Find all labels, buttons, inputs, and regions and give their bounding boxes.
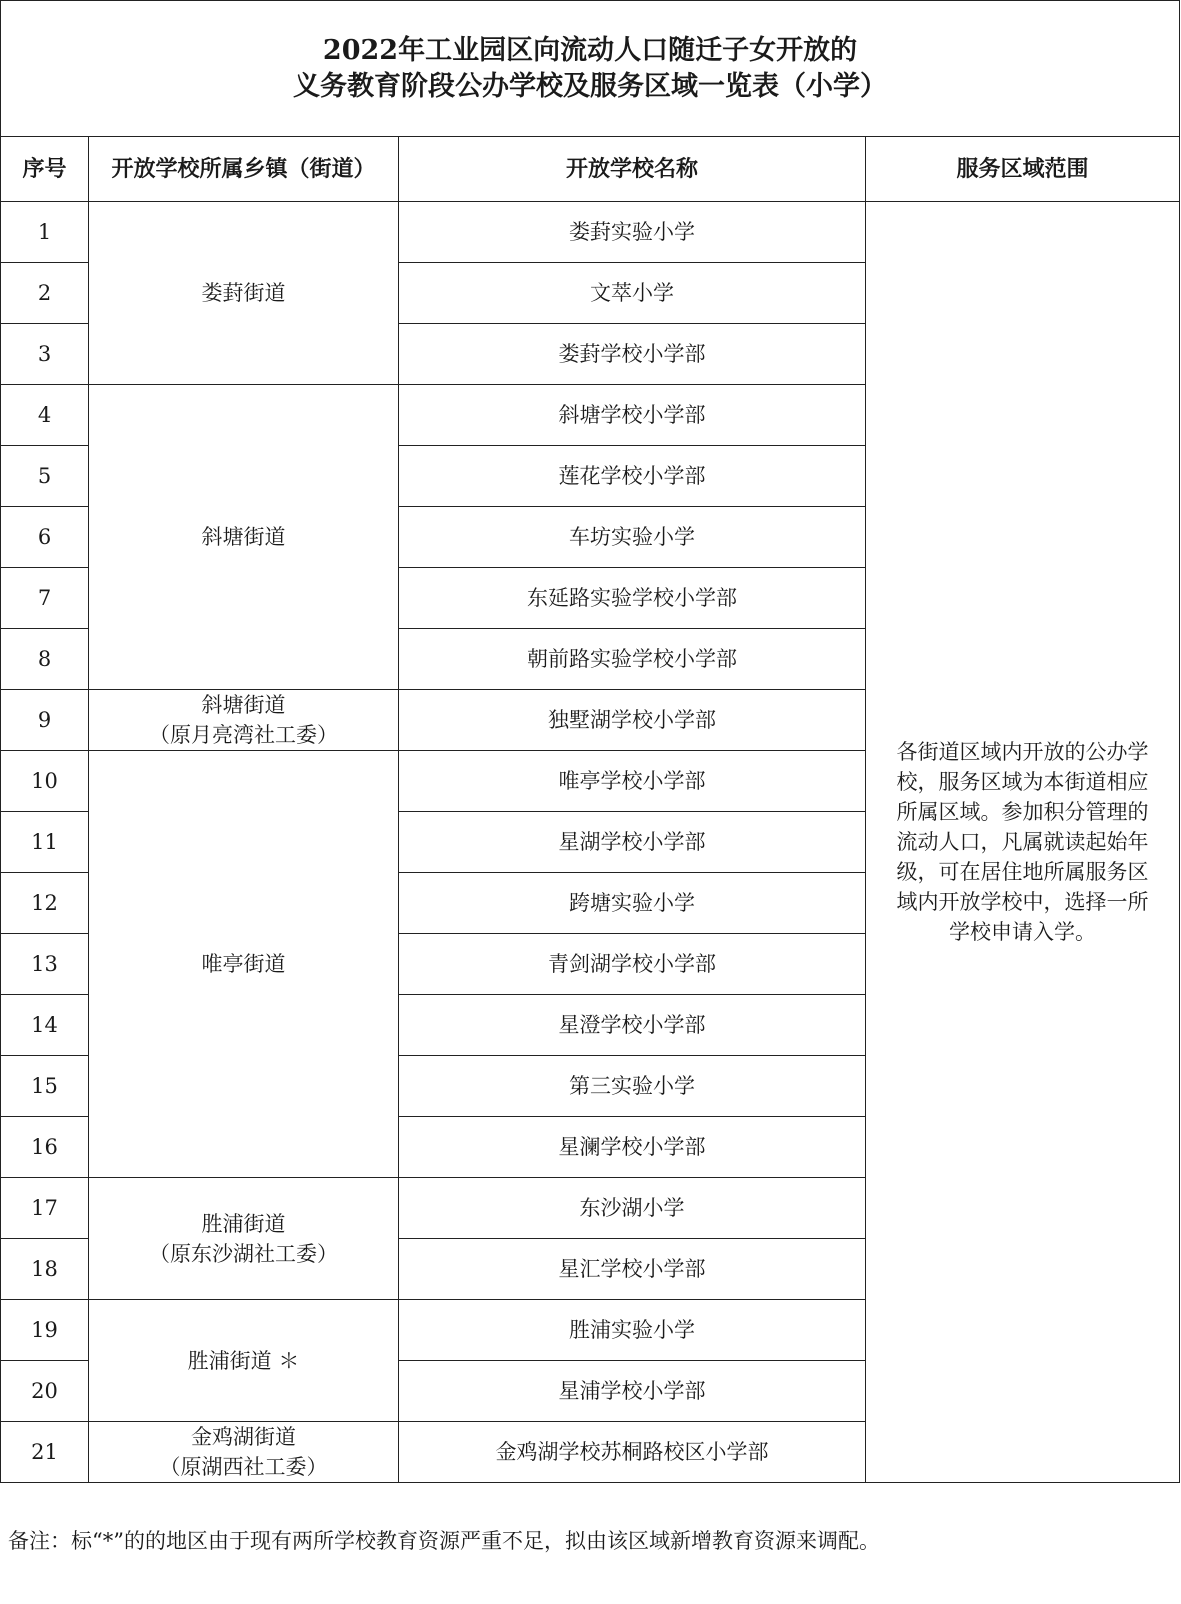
header-no: 序号 — [1, 137, 89, 202]
school-name: 独墅湖学校小学部 — [399, 690, 866, 751]
header-town: 开放学校所属乡镇（街道） — [89, 137, 399, 202]
row-no: 15 — [1, 1056, 89, 1117]
service-area-line: 校，服务区域为本街道相应 — [896, 770, 1149, 794]
school-name: 东延路实验学校小学部 — [399, 568, 866, 629]
row-no: 21 — [1, 1422, 89, 1483]
town-cell — [89, 202, 399, 385]
town-name: 唯亭街道 — [201, 952, 286, 976]
school-name: 星澄学校小学部 — [399, 995, 866, 1056]
town-cell — [89, 690, 399, 751]
town-cell — [89, 1422, 399, 1483]
school-name: 金鸡湖学校苏桐路校区小学部 — [399, 1422, 866, 1483]
row-no: 5 — [1, 446, 89, 507]
school-name: 第三实验小学 — [399, 1056, 866, 1117]
row-no: 16 — [1, 1117, 89, 1178]
school-name: 星汇学校小学部 — [399, 1239, 866, 1300]
town-name: 娄葑街道 — [201, 281, 286, 305]
town-cell — [89, 1178, 399, 1300]
title-block — [0, 0, 1180, 136]
town-subname: （原月亮湾社工委） — [149, 723, 338, 747]
school-name: 车坊实验小学 — [399, 507, 866, 568]
row-no: 17 — [1, 1178, 89, 1239]
row-no: 11 — [1, 812, 89, 873]
school-name: 星浦学校小学部 — [399, 1361, 866, 1422]
town-cell — [89, 1300, 399, 1422]
town-name: 斜塘街道 — [201, 525, 286, 549]
school-name: 莲花学校小学部 — [399, 446, 866, 507]
service-area-cell — [866, 202, 1180, 1483]
school-name: 斜塘学校小学部 — [399, 385, 866, 446]
school-table — [0, 136, 1180, 1483]
town-subname: （原东沙湖社工委） — [149, 1241, 338, 1266]
school-name: 青剑湖学校小学部 — [399, 934, 866, 995]
service-area-line: 级，可在居住地所属服务区 — [896, 860, 1149, 884]
row-no: 2 — [1, 263, 89, 324]
school-name: 朝前路实验学校小学部 — [399, 629, 866, 690]
town-subname: （原湖西社工委） — [159, 1455, 328, 1479]
town-name: 金鸡湖街道 — [191, 1425, 296, 1449]
row-no: 19 — [1, 1300, 89, 1361]
header-row — [1, 137, 1180, 202]
town-name: 胜浦街道 — [201, 1211, 286, 1236]
school-name: 娄葑学校小学部 — [399, 324, 866, 385]
header-area: 服务区域范围 — [866, 137, 1180, 202]
row-no: 10 — [1, 751, 89, 812]
row-no: 6 — [1, 507, 89, 568]
service-area-text — [866, 737, 1179, 947]
school-name: 跨塘实验小学 — [399, 873, 866, 934]
row-no: 4 — [1, 385, 89, 446]
row-no: 7 — [1, 568, 89, 629]
row-no: 18 — [1, 1239, 89, 1300]
title-line-1: 2022年工业园区向流动人口随迁子女开放的 — [322, 35, 858, 66]
row-no: 1 — [1, 202, 89, 263]
service-area-line: 域内开放学校中，选择一所 — [896, 890, 1149, 914]
school-name: 文萃小学 — [399, 263, 866, 324]
school-name: 东沙湖小学 — [399, 1178, 866, 1239]
footnote: 备注：标“*”的的地区由于现有两所学校教育资源严重不足，拟由该区域新增教育资源来调配。 — [8, 1529, 880, 1553]
town-name: 胜浦街道 ＊ — [187, 1348, 300, 1373]
row-no: 8 — [1, 629, 89, 690]
service-area-line: 流动人口，凡属就读起始年 — [896, 830, 1149, 854]
service-area-line: 各街道区域内开放的公办学 — [896, 740, 1149, 764]
school-name: 娄葑实验小学 — [399, 202, 866, 263]
school-name: 星澜学校小学部 — [399, 1117, 866, 1178]
service-area-line: 所属区域。参加积分管理的 — [896, 800, 1149, 824]
title-line-2: 义务教育阶段公办学校及服务区域一览表（小学） — [293, 71, 887, 102]
row-no: 13 — [1, 934, 89, 995]
row-no: 20 — [1, 1361, 89, 1422]
row-no: 12 — [1, 873, 89, 934]
town-cell — [89, 751, 399, 1178]
town-name: 斜塘街道 — [201, 693, 286, 717]
school-name: 胜浦实验小学 — [399, 1300, 866, 1361]
school-name: 星湖学校小学部 — [399, 812, 866, 873]
service-area-line: 学校申请入学。 — [949, 920, 1096, 944]
header-school: 开放学校名称 — [399, 137, 866, 202]
school-name: 唯亭学校小学部 — [399, 751, 866, 812]
row-no: 14 — [1, 995, 89, 1056]
town-cell — [89, 385, 399, 690]
row-no: 9 — [1, 690, 89, 751]
table-row — [1, 202, 1180, 263]
row-no: 3 — [1, 324, 89, 385]
